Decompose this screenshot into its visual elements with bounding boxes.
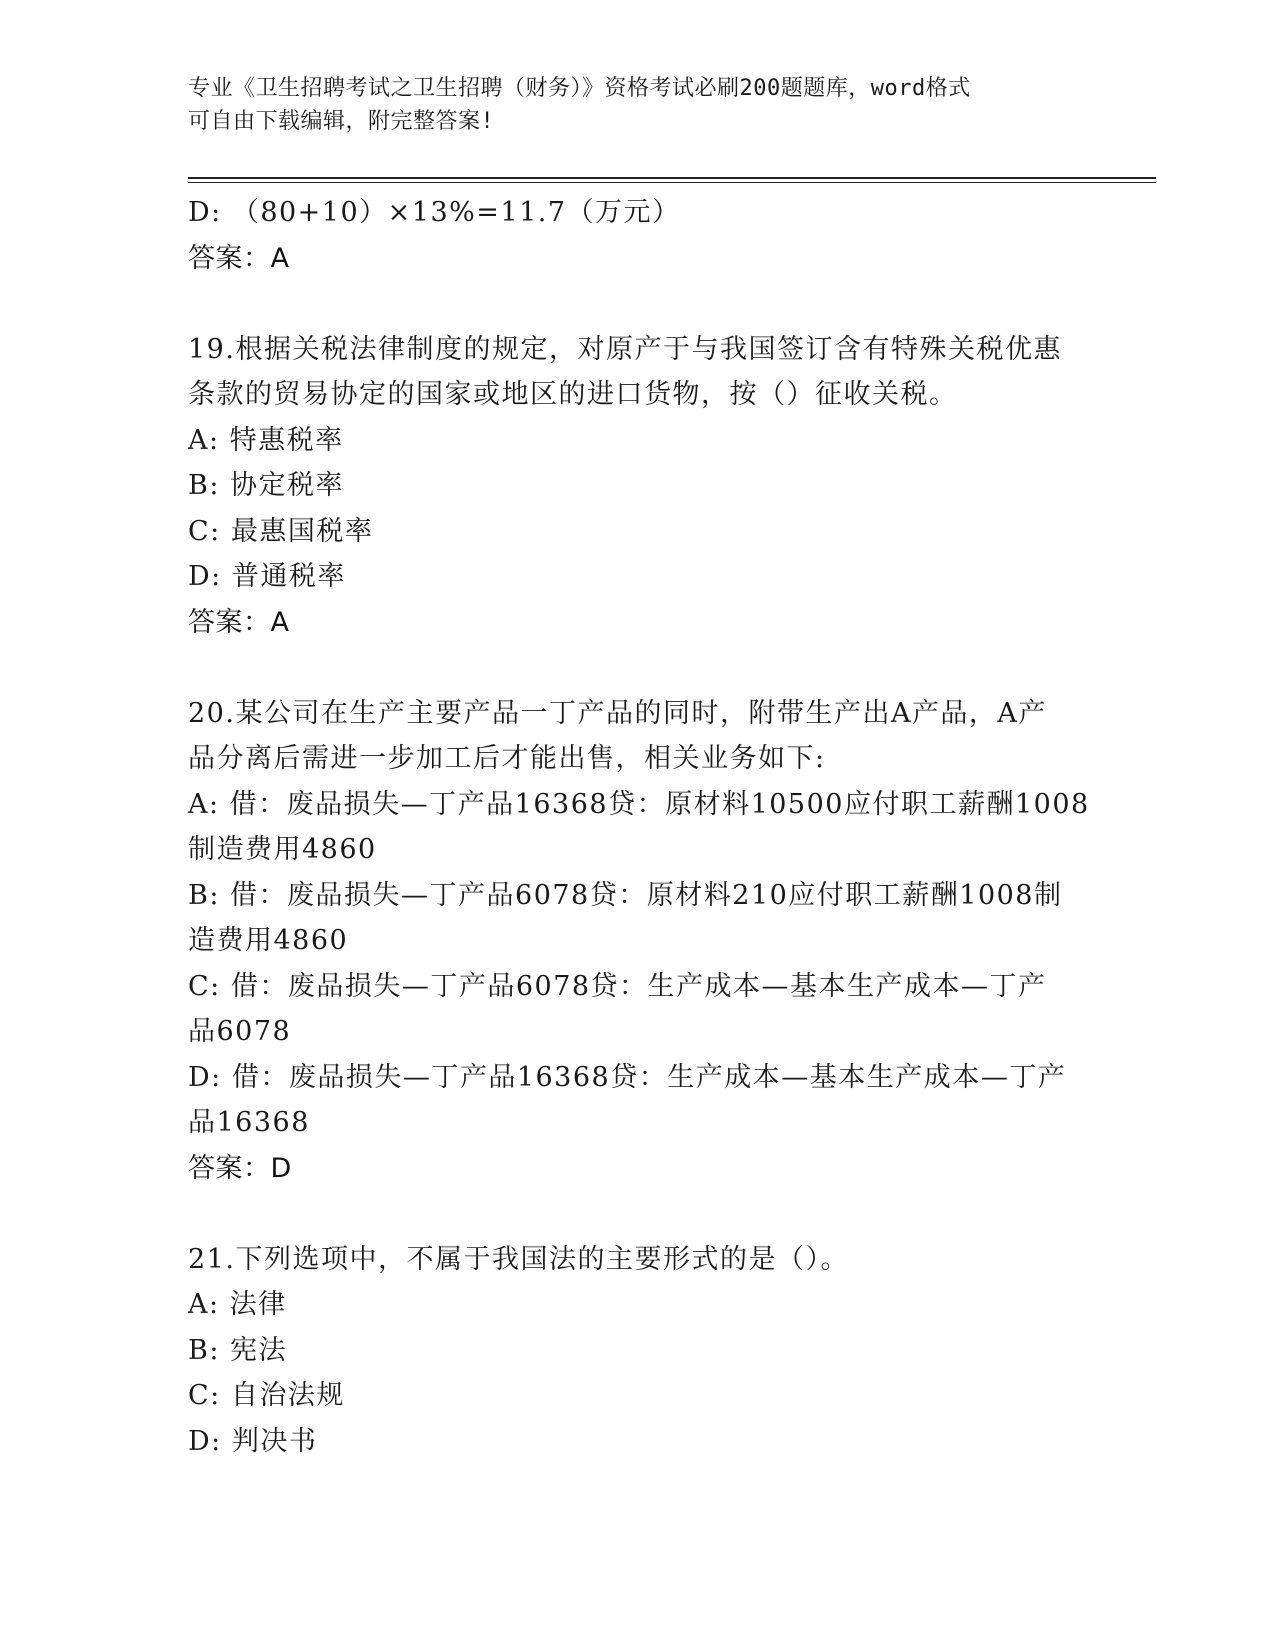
q20-option-c-line-1: C: 借：废品损失—丁产品6078贷：生产成本—基本生产成本—丁产 (188, 970, 1047, 1002)
q20-option-a-line-2: 制造费用4860 (188, 834, 377, 865)
q19-stem-line-2: 条款的贸易协定的国家或地区的进口货物，按（）征收关税。 (188, 379, 958, 410)
q19-stem-line-1: 19.根据关税法律制度的规定，对原产于与我国签订含有特殊关税优惠 (188, 333, 1062, 365)
header-divider-thick (188, 177, 1156, 179)
spacer (188, 281, 1088, 327)
q20-answer: 答案：D (188, 1152, 292, 1184)
q21-stem-line-1: 21.下列选项中，不属于我国法的主要形式的是（）。 (188, 1243, 849, 1275)
q20-option-b-line-1: B: 借：废品损失—丁产品6078贷：原材料210应付职工薪酬1008制 (188, 879, 1063, 911)
q20-option-b-line-2: 造费用4860 (188, 925, 349, 956)
question-18-tail (188, 190, 1088, 281)
header-line-1: 专业《卫生招聘考试之卫生招聘（财务）》资格考试必刷200题题库，word格式 (188, 76, 971, 101)
header-divider-thin (188, 182, 1156, 183)
q19-option-d: D: 普通税率 (188, 561, 346, 592)
q20-stem-line-2: 品分离后需进一步加工后才能出售，相关业务如下: (188, 743, 826, 774)
q20-option-a-line-1: A: 借：废品损失—丁产品16368贷：原材料10500应付职工薪酬1008 (188, 788, 1090, 820)
q19-answer: 答案：A (188, 606, 290, 638)
question-20 (188, 691, 1088, 1192)
q21-option-a: A: 法律 (188, 1289, 287, 1320)
q19-option-a: A: 特惠税率 (188, 424, 344, 456)
question-19 (188, 327, 1088, 646)
page-header (188, 72, 1068, 138)
spacer (188, 1191, 1088, 1237)
q21-option-b: B: 宪法 (188, 1334, 288, 1366)
q19-option-c: C: 最惠国税率 (188, 515, 374, 547)
q20-option-d-line-2: 品16368 (188, 1107, 310, 1138)
question-21 (188, 1237, 1088, 1465)
q21-option-d: D: 判决书 (188, 1425, 318, 1457)
q18-answer: 答案：A (188, 242, 290, 274)
q20-option-d-line-1: D: 借：废品损失—丁产品16368贷：生产成本—基本生产成本—丁产 (188, 1061, 1067, 1093)
q20-option-c-line-2: 品6078 (188, 1016, 292, 1047)
spacer (188, 645, 1088, 691)
question-content (188, 190, 1088, 1464)
header-line-2: 可自由下载编辑，附完整答案! (188, 109, 495, 134)
q20-stem-line-1: 20.某公司在生产主要产品一丁产品的同时，附带生产出A产品，A产 (188, 697, 1047, 729)
q18-option-d: D: （80+10）×13%=11.7（万元） (188, 197, 681, 228)
q19-option-b: B: 协定税率 (188, 470, 345, 501)
q21-option-c: C: 自治法规 (188, 1380, 345, 1411)
